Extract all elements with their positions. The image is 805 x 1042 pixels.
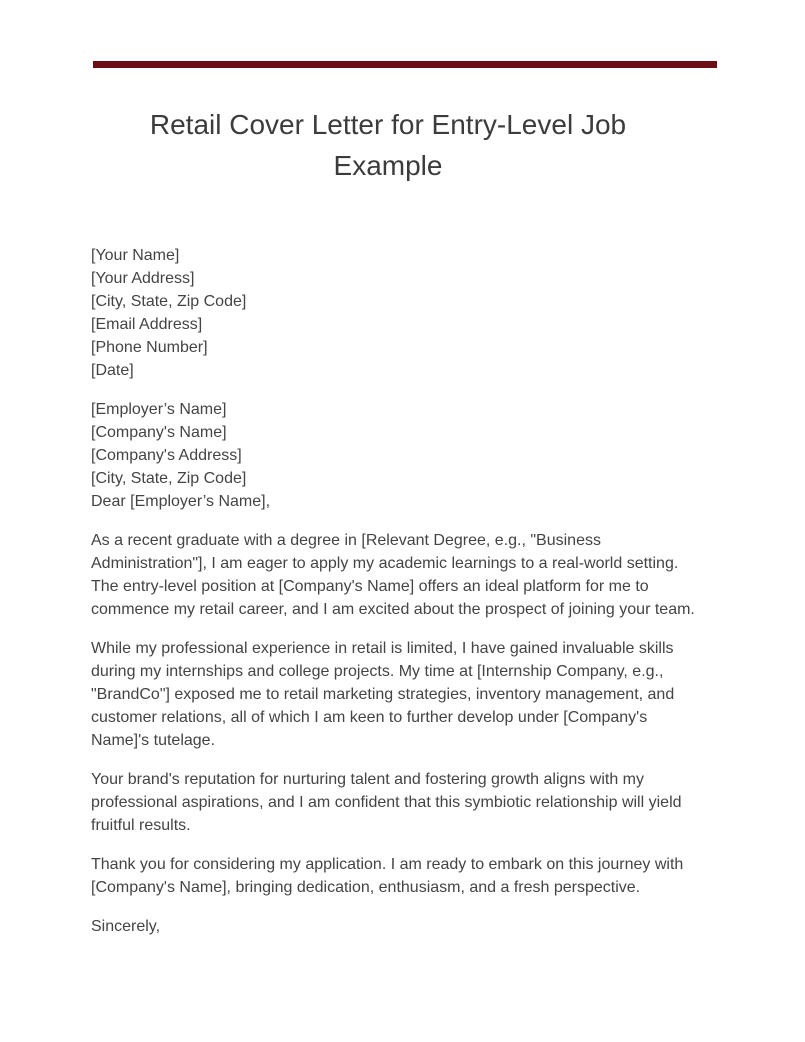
company-address: [Company's Address] [91, 447, 242, 464]
paragraph-intro: As a recent graduate with a degree in [Relevant Degree, e.g., "Business Administration"], I am eager to apply my academic learnings to a real-world setting. The entry-level position at [Company's Name] offers an ideal platform for me to commence my retail career, and I am excited about the prospect of joining your team. [91, 532, 695, 618]
paragraph-experience: While my professional experience in retail is limited, I have gained invaluable skills during my internships and college projects. My time at [Internship Company, e.g., "BrandCo"] exposed me to retail marketing strategies, inventory management, and customer relations, all of which I am keen to further develop under [Company's Name]'s tutelage. [91, 640, 675, 749]
employer-name: [Employer’s Name] [91, 401, 227, 418]
letter-body [91, 244, 701, 954]
recipient-block [91, 398, 701, 513]
letter-date: [Date] [91, 362, 134, 379]
paragraph-brand: Your brand's reputation for nurturing talent and fostering growth aligns with my professional aspirations, and I am confident that this symbiotic relationship will yield fruitful results. [91, 771, 682, 834]
sender-address: [Your Address] [91, 270, 195, 287]
sender-block [91, 244, 701, 382]
sender-email: [Email Address] [91, 316, 203, 333]
top-divider [93, 61, 717, 68]
salutation: Dear [Employer’s Name], [91, 493, 271, 510]
company-name: [Company's Name] [91, 424, 227, 441]
page-title: Retail Cover Letter for Entry-Level Job Example [149, 109, 627, 181]
sender-phone: [Phone Number] [91, 339, 208, 356]
paragraph-thanks: Thank you for considering my application. I am ready to embark on this journey with [Company's Name], bringing dedication, enthusiasm, and a fresh perspective. [91, 856, 684, 896]
sender-city-state-zip: [City, State, Zip Code] [91, 293, 247, 310]
sender-name: [Your Name] [91, 247, 180, 264]
closing: Sincerely, [91, 918, 161, 935]
company-city-state-zip: [City, State, Zip Code] [91, 470, 247, 487]
